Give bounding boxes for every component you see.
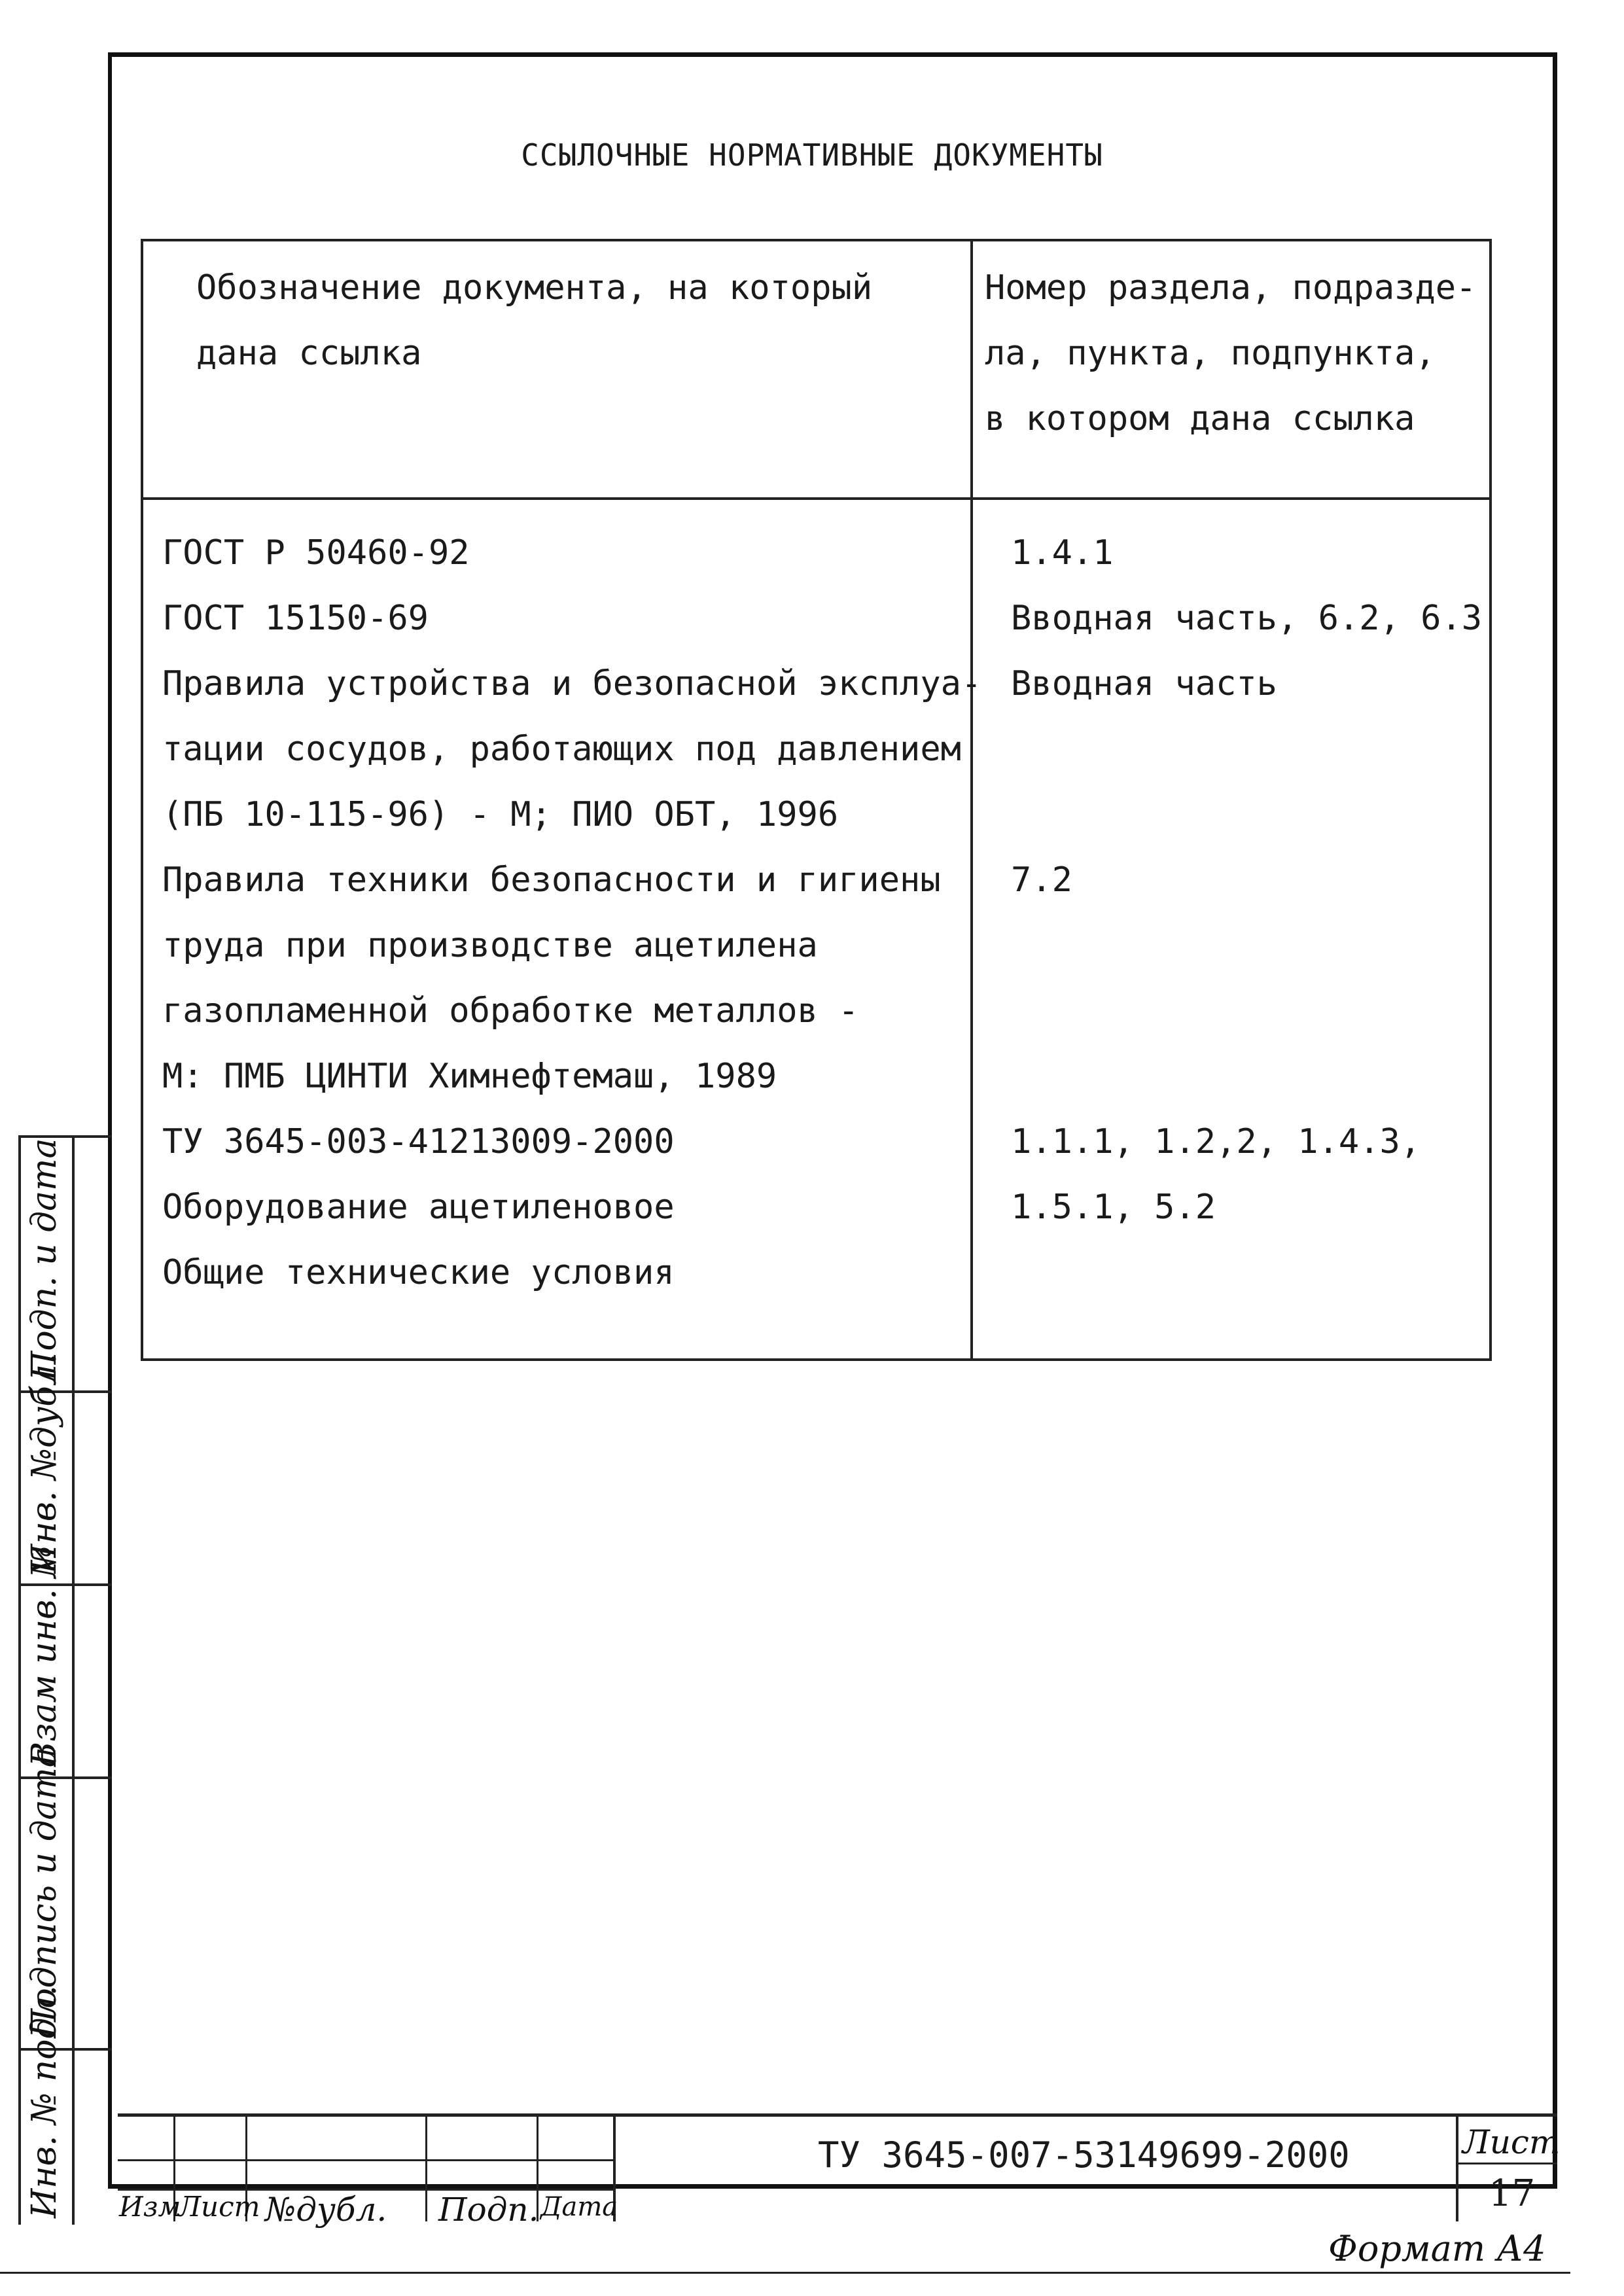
stamp-top-border (118, 2113, 1557, 2117)
header-line: дана ссылка (196, 334, 422, 373)
designation-line: (ПБ 10-115-96) - М; ПИО ОБТ, 1996 (162, 795, 839, 834)
side-label-signature-date: Подпись и дата (25, 1747, 64, 2038)
stamp-grid-line (118, 2159, 615, 2161)
stamp-column-sheet: Лист (178, 2191, 260, 2223)
side-label-dup-inventory: Инв. №дубл. (25, 1353, 64, 1574)
side-label-replace-inventory: Взам инв. № (25, 1545, 64, 1767)
designation-line: Оборудование ацетиленовое (162, 1188, 675, 1227)
designation-line: Правила техники безопасности и гигиены (162, 860, 941, 900)
stamp-column-change: Изм (119, 2191, 181, 2223)
designation-column (162, 520, 981, 1305)
page-title: ССЫЛОЧНЫЕ НОРМАТИВНЫЕ ДОКУМЕНТЫ (521, 137, 1103, 173)
format-label: Формат А4 (1328, 2228, 1546, 2269)
side-strip-divider (18, 1135, 21, 2225)
designation-line: труда при производстве ацетилена (162, 926, 818, 965)
designation-line: ГОСТ Р 50460-92 (162, 533, 470, 573)
designation-line: тации сосудов, работающих под давлением (162, 730, 961, 769)
header-divider (141, 497, 1492, 500)
stamp-grid-line (425, 2113, 427, 2221)
section-cell: Вводная часть (1011, 664, 1277, 703)
designation-line: Правила устройства и безопасной эксплуа- (162, 664, 982, 703)
section-cell: 1.4.1 (1011, 533, 1114, 573)
designation-line: ТУ 3645-003-41213009-2000 (162, 1122, 675, 1161)
stamp-column-dup-number: №дубл. (265, 2191, 387, 2229)
side-label-original-inventory: Инв. № подл. (25, 1985, 64, 2218)
designation-line: Общие технические условия (162, 1253, 675, 1292)
side-label-sign-date: Подп. и дата (25, 1138, 64, 1381)
header-section (985, 255, 1476, 451)
header-line: Номер раздела, подразде- (985, 268, 1477, 308)
section-cell: Вводная часть, 6.2, 6.3 (1011, 599, 1483, 638)
designation-line: газопламенной обработке металлов - (162, 991, 859, 1031)
designation-line: ГОСТ 15150-69 (162, 599, 429, 638)
sheet-number: 17 (1489, 2172, 1536, 2215)
section-cell: 1.1.1, 1.2,2, 1.4.3, (1011, 1122, 1421, 1161)
bottom-rule (0, 2272, 1570, 2274)
side-strip-divider (72, 1135, 75, 2225)
stamp-grid-line (1456, 2113, 1458, 2221)
section-cell: 1.5.1, 5.2 (1011, 1188, 1216, 1227)
section-cell: 7.2 (1011, 860, 1072, 900)
header-designation (196, 255, 872, 386)
header-line: Обозначение документа, на который (196, 268, 873, 308)
document-code: ТУ 3645-007-53149699-2000 (818, 2134, 1350, 2176)
header-line: в котором дана ссылка (985, 399, 1415, 438)
stamp-column-date: Дата (540, 2192, 618, 2222)
stamp-grid-line (1456, 2163, 1557, 2164)
header-line: ла, пункта, подпункта, (985, 334, 1436, 373)
designation-line: М: ПМБ ЦИНТИ Химнефтемаш, 1989 (162, 1057, 777, 1096)
sheet-label: Лист (1462, 2123, 1561, 2161)
stamp-column-signature: Подп. (438, 2191, 539, 2229)
